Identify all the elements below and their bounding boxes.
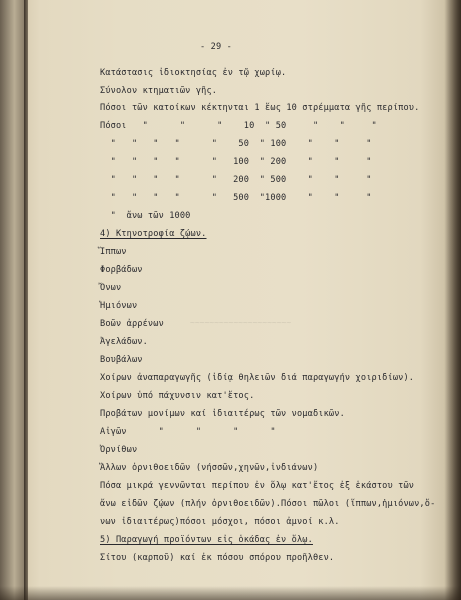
text-line-8: " " " " " 500 "1000 " " " (100, 193, 372, 203)
text-line-11: Ἵππων (100, 247, 127, 257)
text-line-25: ἄνω εἰδῶν ζῴων (πλήν ὀρνιθοειδῶν).Πόσοι πῶλοι (ἵππων,ἡμιόνων,ὄ- (100, 499, 436, 509)
text-line-12: Φορβάδων (100, 265, 143, 275)
right-page-shadow (445, 0, 461, 600)
text-line-21: Αἰγῶν " " " " (100, 427, 276, 437)
text-line-14: Ἡμιόνων (100, 301, 138, 311)
text-line-15: Βοῶν ἀρρένων (100, 319, 164, 329)
left-page-edge (0, 0, 24, 600)
text-line-2: Σύνολον κτηματιῶν γῆς. (100, 86, 218, 96)
text-line-13: Ὄνων (100, 283, 122, 293)
text-line-3: Πόσοι τῶν κατοίκων κέκτηνται 1 ἕως 10 στρέμματα γῆς περίπου. (100, 103, 420, 113)
text-line-24: Πόσα μικρά γεννῶνται περίπου ἐν ὅλῳ κατ'ἔτος ἐξ ἑκάστου τῶν (100, 481, 415, 491)
text-line-22: Ὀρνίθων (100, 445, 138, 455)
page-number: - 29 - (200, 42, 232, 52)
text-line-26: νων ἰδιαιτέρως)πόσοι μόσχοι, πόσοι ἀμνοί κ.λ. (100, 517, 340, 527)
text-line-7: " " " " " 200 " 500 " " " (100, 175, 372, 185)
text-line-18: Χοίρων ἀναπαραγωγῆς (ἰδίᾳ θηλειῶν διά παραγωγήν χοιριδίων). (100, 373, 415, 383)
text-line-1: Κατάστασις ἰδιοκτησίας ἐν τῷ χωρίῳ. (100, 68, 287, 78)
section-heading-4: 4) Κτηνοτροφία ζῴων. (100, 229, 207, 239)
binding-gutter (24, 0, 28, 600)
text-line-17: Βουβάλων (100, 355, 143, 365)
text-line-4: Πόσοι " " " 10 " 50 " " " (100, 121, 377, 131)
text-line-5: " " " " " 50 " 100 " " " (100, 139, 372, 149)
section-heading-5: 5) Παραγωγή προϊόντων εἰς ὁκάδας ἐν ὅλῳ. (100, 535, 313, 545)
text-line-9: " ἄνω τῶν 1000 (100, 211, 191, 221)
text-line-16: Ἀγελάδων. (100, 337, 148, 347)
text-line-19: Χοίρων ὑπό πάχυνσιν κατ'ἔτος. (100, 391, 255, 401)
bottom-page-shadow (0, 586, 461, 600)
text-line-23: Ἄλλων ὀρνιθοειδῶν (νήσσῶν,χηνῶν,ἰνδιάνων) (100, 463, 319, 473)
text-line-6: " " " " " 100 " 200 " " " (100, 157, 372, 167)
bleed-through-mark: ~~~~~~~~~~~~~~~~~~~~~ (190, 318, 292, 327)
text-line-28: Σίτου (καρποῦ) καί ἐκ πόσου σπόρου προῆλθεν. (100, 553, 335, 563)
text-line-20: Προβάτων μονίμων καί ἰδιαιτέρως τῶν νομαδικῶν. (100, 409, 345, 419)
